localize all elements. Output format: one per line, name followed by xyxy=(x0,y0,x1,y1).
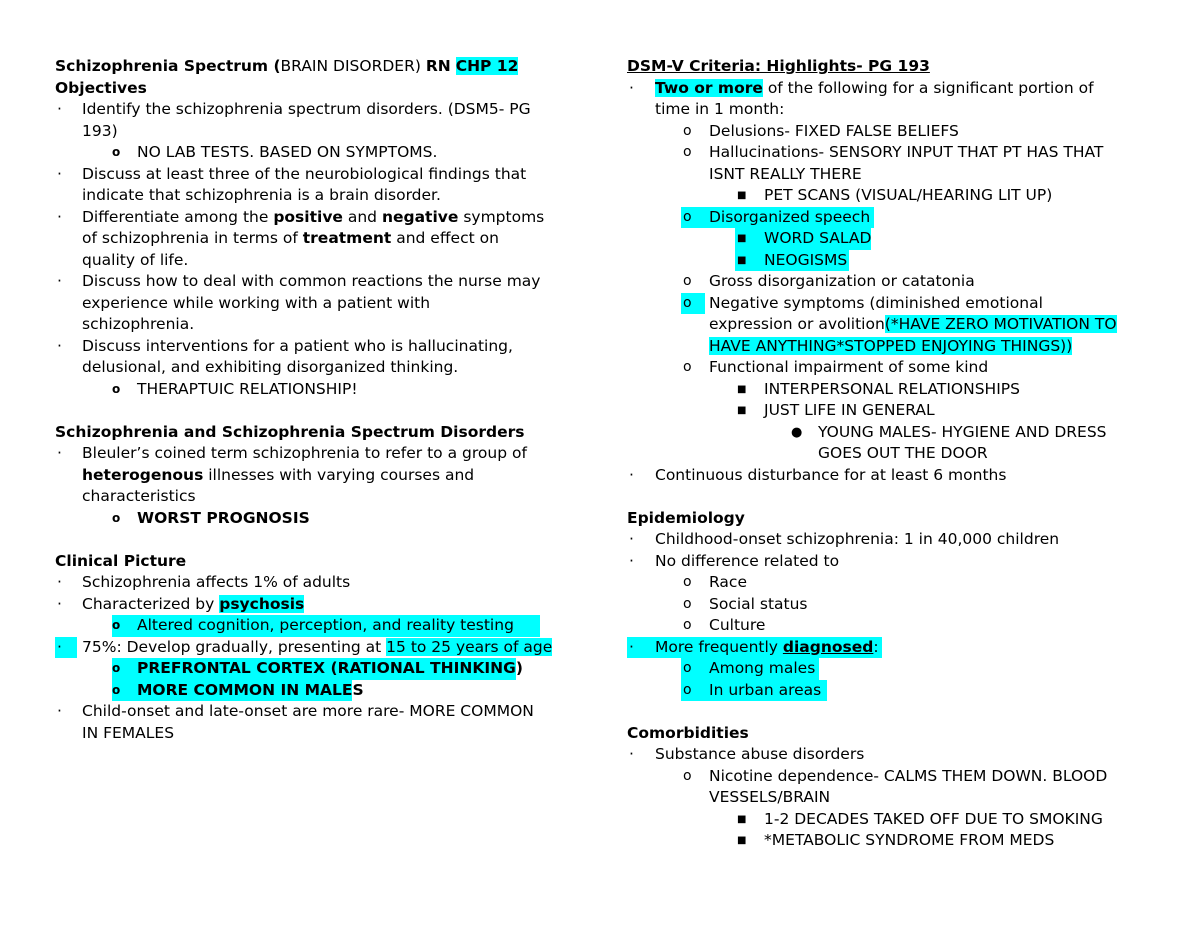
list-item: · Discuss at least three of the neurobiological findings that xyxy=(55,164,575,186)
section-heading: Epidemiology xyxy=(627,508,745,527)
list-item-continuation: characteristics xyxy=(82,487,196,505)
section-heading: Comorbidities xyxy=(627,723,749,742)
right-column xyxy=(627,56,1157,852)
bullet-dot-icon: · xyxy=(629,530,634,548)
spacer xyxy=(627,486,1157,508)
list-item-continuation: heterogenous illnesses with varying courses and xyxy=(82,465,475,484)
list-item-continuation: VESSELS/BRAIN xyxy=(709,788,831,806)
sub-list-item: o Race xyxy=(627,572,1157,594)
list-item-continuation: HAVE ANYTHING*STOPPED ENJOYING THINGS)) xyxy=(709,336,1073,355)
list-item-continuation: delusional, and exhibiting disorganized thinking. xyxy=(82,358,459,376)
bullet-circle-icon: o xyxy=(683,273,692,289)
sub-list-item: o MORE COMMON IN MALES xyxy=(55,680,575,702)
sub-list-item: o Gross disorganization or catatonia xyxy=(627,271,1157,293)
list-item-continuation: GOES OUT THE DOOR xyxy=(818,444,988,462)
bullet-square-icon: ■ xyxy=(737,233,747,244)
list-item: · Child-onset and late-onset are more rare- MORE COMMON xyxy=(55,701,575,723)
list-item: · More frequently diagnosed: xyxy=(627,637,1157,659)
bullet-dot-icon: · xyxy=(629,78,634,97)
bullet-circle-icon: o xyxy=(683,574,692,590)
sub-sub-list-item: ■ JUST LIFE IN GENERAL xyxy=(627,400,1157,422)
bullet-circle-icon: o xyxy=(683,359,692,375)
bullet-circle-icon: o xyxy=(683,617,692,633)
bullet-dot-icon: · xyxy=(629,637,634,656)
sub-list-item: o Negative symptoms (diminished emotional xyxy=(627,293,1157,315)
bullet-circle-icon: o xyxy=(112,661,121,675)
list-item-continuation: experience while working with a patient with xyxy=(82,293,431,312)
sub-list-item: o Among males xyxy=(627,658,1157,680)
left-column xyxy=(55,56,575,744)
bullet-dot-icon: · xyxy=(629,745,634,763)
bullet-dot-icon: · xyxy=(57,573,62,591)
bullet-disc-icon: ● xyxy=(791,424,803,440)
bullet-square-icon: ■ xyxy=(737,405,747,416)
bullet-dot-icon: · xyxy=(57,207,62,226)
sub-list-item: o Functional impairment of some kind xyxy=(627,357,1157,379)
list-item: · Substance abuse disorders xyxy=(627,744,1157,766)
list-item-continuation: ISNT REALLY THERE xyxy=(709,164,862,183)
bullet-circle-icon: o xyxy=(683,208,692,225)
bullet-dot-icon: · xyxy=(57,336,62,355)
list-item-continuation: schizophrenia. xyxy=(82,315,195,333)
sub-list-item: o Nicotine dependence- CALMS THEM DOWN. BLOOD xyxy=(627,766,1157,788)
sub-list-item: o Social status xyxy=(627,594,1157,616)
list-item: · Discuss interventions for a patient who is hallucinating, xyxy=(55,336,575,358)
sub-list-item: o In urban areas xyxy=(627,680,1157,702)
bullet-circle-icon: o xyxy=(112,145,121,159)
bullet-square-icon: ■ xyxy=(737,813,747,825)
bullet-dot-icon: · xyxy=(57,272,62,290)
bullet-dot-icon: · xyxy=(629,551,634,570)
list-item: · Continuous disturbance for at least 6 months xyxy=(627,465,1157,487)
bullet-dot-icon: · xyxy=(57,594,62,613)
list-item: · Identify the schizophrenia spectrum disorders. (DSM5- PG xyxy=(55,99,575,121)
sub-sub-list-item: ■ NEOGISMS xyxy=(627,250,1157,272)
bullet-circle-icon: o xyxy=(112,618,121,632)
sub-sub-list-item: ■ PET SCANS (VISUAL/HEARING LIT UP) xyxy=(627,185,1157,207)
list-item: · Schizophrenia affects 1% of adults xyxy=(55,572,575,594)
section-heading: Clinical Picture xyxy=(55,551,187,570)
list-item: · Discuss how to deal with common reactions the nurse may xyxy=(55,271,575,293)
bullet-circle-icon: o xyxy=(112,682,121,697)
bullet-circle-icon: o xyxy=(112,510,121,525)
sub-list-item: o Delusions- FIXED FALSE BELIEFS xyxy=(627,121,1157,143)
bullet-square-icon: ■ xyxy=(737,254,747,266)
bullet-dot-icon: · xyxy=(57,164,62,183)
spacer xyxy=(55,400,575,422)
sub-list-item: o NO LAB TESTS. BASED ON SYMPTOMS. xyxy=(55,142,575,164)
sub-sub-sub-list-item: ● YOUNG MALES- HYGIENE AND DRESS xyxy=(627,422,1157,444)
sub-list-item: o THERAPTUIC RELATIONSHIP! xyxy=(55,379,575,401)
bullet-dot-icon: · xyxy=(57,444,62,462)
bullet-dot-icon: · xyxy=(629,465,634,484)
sub-list-item: o Culture xyxy=(627,615,1157,637)
objectives-heading: Objectives xyxy=(55,78,147,97)
spacer xyxy=(627,701,1157,723)
bullet-circle-icon: o xyxy=(683,660,692,676)
bullet-dot-icon: · xyxy=(57,100,62,118)
list-item-continuation: time in 1 month: xyxy=(655,100,785,118)
list-item: · Differentiate among the positive and negative symptoms xyxy=(55,207,575,229)
list-item: · Bleuler’s coined term schizophrenia to refer to a group of xyxy=(55,443,575,465)
list-item-continuation: of schizophrenia in terms of treatment and effect on xyxy=(82,229,499,247)
sub-list-item: o Disorganized speech xyxy=(627,207,1157,229)
bullet-circle-icon: o xyxy=(683,144,692,160)
bullet-circle-icon: o xyxy=(683,681,692,698)
list-item: · Childhood-onset schizophrenia: 1 in 40,000 children xyxy=(627,529,1157,551)
section-heading: Schizophrenia and Schizophrenia Spectrum Disorders xyxy=(55,422,525,441)
bullet-dot-icon: · xyxy=(57,637,62,656)
bullet-square-icon: ■ xyxy=(737,190,747,201)
sub-sub-list-item: ■ 1-2 DECADES TAKED OFF DUE TO SMOKING xyxy=(627,809,1157,831)
bullet-dot-icon: · xyxy=(57,702,62,720)
section-heading: DSM-V Criteria: Highlights- PG 193 xyxy=(627,57,930,75)
list-item: · 75%: Develop gradually, presenting at 15 to 25 years of age xyxy=(55,637,575,659)
sub-list-item: o Hallucinations- SENSORY INPUT THAT PT HAS THAT xyxy=(627,142,1157,164)
bullet-circle-icon: o xyxy=(683,595,692,612)
spacer xyxy=(55,529,575,551)
list-item-continuation: indicate that schizophrenia is a brain disorder. xyxy=(82,186,441,204)
bullet-circle-icon: o xyxy=(683,294,692,311)
sub-sub-list-item: ■ INTERPERSONAL RELATIONSHIPS xyxy=(627,379,1157,401)
list-item-continuation: expression or avolition(*HAVE ZERO MOTIVATION TO xyxy=(709,315,1117,333)
sub-list-item: o PREFRONTAL CORTEX (RATIONAL THINKING) xyxy=(55,658,575,680)
bullet-circle-icon: o xyxy=(683,122,692,139)
bullet-circle-icon: o xyxy=(112,381,121,396)
sub-sub-list-item: ■ *METABOLIC SYNDROME FROM MEDS xyxy=(627,830,1157,852)
sub-sub-list-item: ■ WORD SALAD xyxy=(627,228,1157,250)
list-item-continuation: IN FEMALES xyxy=(82,723,175,742)
highlighted-text: Two or more xyxy=(655,78,763,97)
list-item-continuation: quality of life. xyxy=(82,250,189,269)
list-item-continuation: 193) xyxy=(82,121,118,140)
sub-list-item: o Altered cognition, perception, and reality testing xyxy=(55,615,575,637)
list-item: · Characterized by psychosis xyxy=(55,594,575,616)
sub-list-item: o WORST PROGNOSIS xyxy=(55,508,575,530)
list-item: · No difference related to xyxy=(627,551,1157,573)
list-item: · Two or more of the following for a significant portion of xyxy=(627,78,1157,100)
doc-title: Schizophrenia Spectrum (BRAIN DISORDER) RN CHP 12 xyxy=(55,57,519,75)
bullet-circle-icon: o xyxy=(683,767,692,784)
bullet-square-icon: ■ xyxy=(737,835,747,846)
bullet-square-icon: ■ xyxy=(737,383,747,395)
